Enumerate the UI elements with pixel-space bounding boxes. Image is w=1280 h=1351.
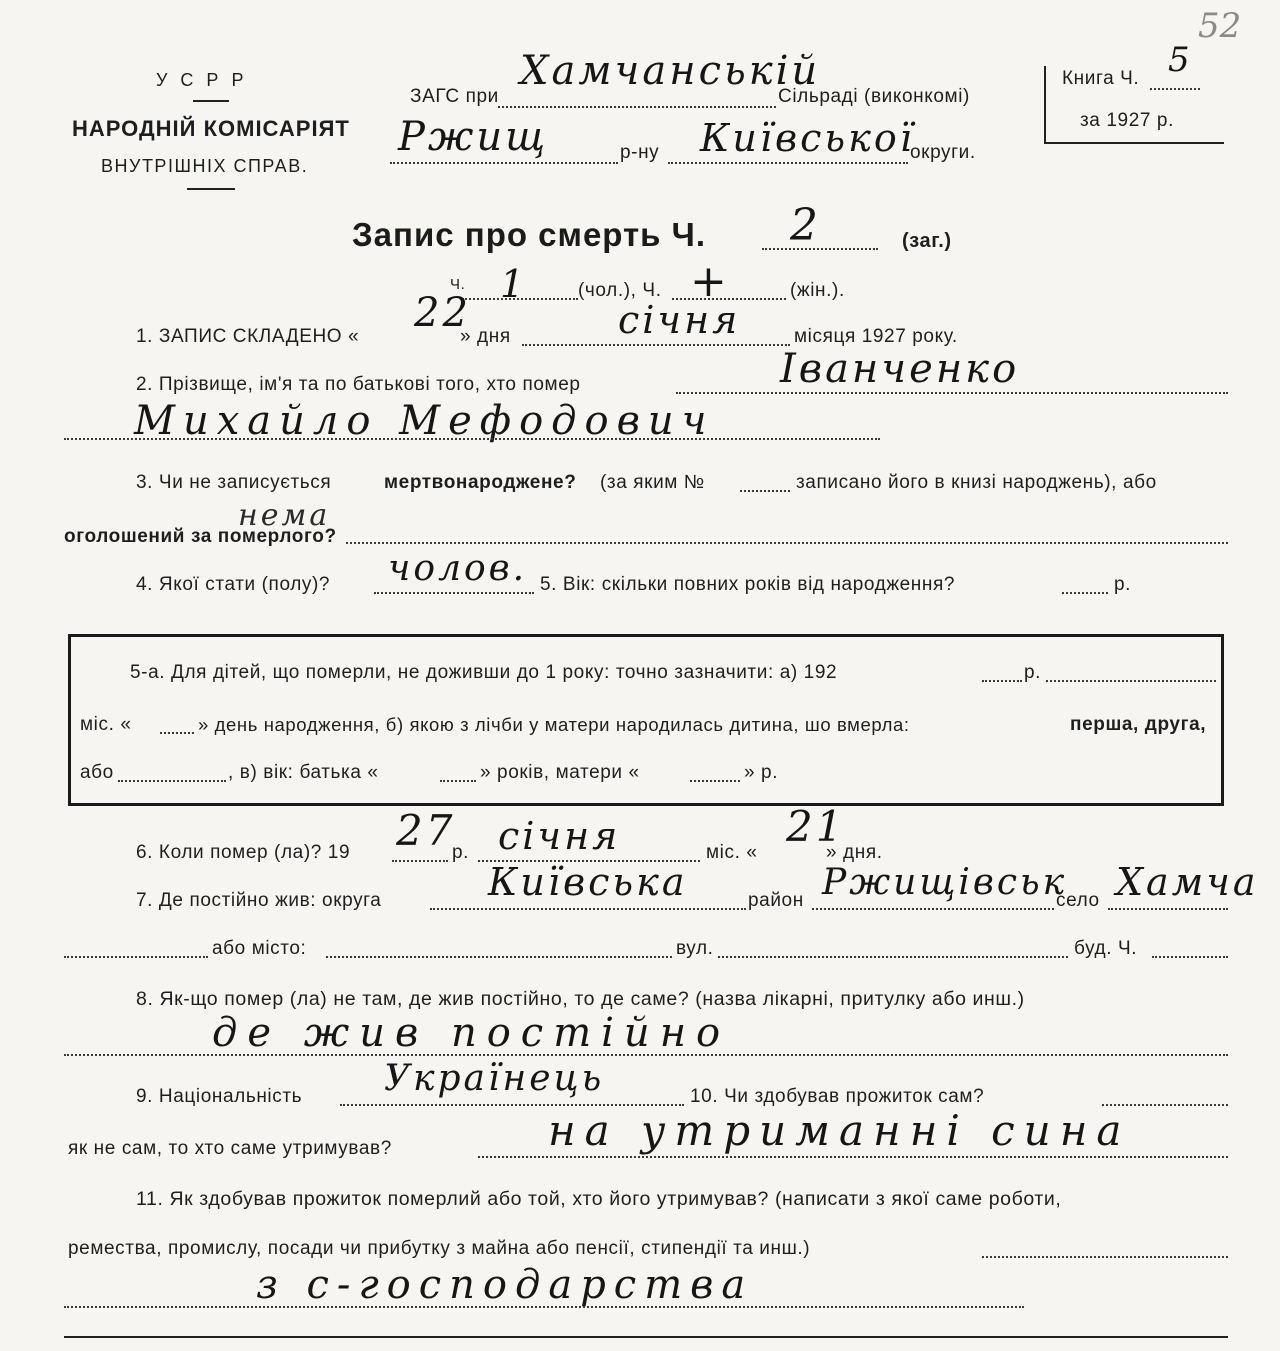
item2-name-line bbox=[64, 438, 880, 440]
republic-label: У С Р Р bbox=[156, 70, 248, 90]
item11-line1: 11. Як здобував прожиток померлий або той, хто його утримував? (написати з якої саме роботи, bbox=[136, 1188, 1062, 1210]
item5a-year-line bbox=[982, 680, 1022, 682]
item5a-line3-c: » років, матери « bbox=[480, 762, 640, 783]
item7-line2-c: буд. Ч. bbox=[1074, 938, 1138, 959]
item5a-line3-b: , в) вік: батька « bbox=[228, 762, 379, 783]
item6-label: 6. Коли помер (ла)? 19 bbox=[136, 842, 351, 863]
village-line bbox=[498, 106, 776, 108]
item5a-line2-a: міс. « bbox=[80, 714, 132, 735]
item5-line bbox=[1062, 592, 1108, 594]
item6-day-label: » дня. bbox=[826, 842, 883, 863]
record-number-line bbox=[762, 248, 878, 250]
item2-name-handwritten: Михайло Мефодович bbox=[134, 398, 715, 444]
item6-mis: міс. « bbox=[706, 842, 758, 863]
item4-label: 4. Якої стати (полу)? bbox=[136, 574, 331, 595]
item7-selo-label: село bbox=[1056, 890, 1100, 911]
item3-label: 3. Чи не записується bbox=[136, 472, 332, 493]
item6-day-handwritten: 21 bbox=[786, 802, 846, 851]
zags-label: ЗАГС при bbox=[410, 86, 499, 107]
year-label: за 1927 р. bbox=[1080, 110, 1174, 131]
item5a-line3-d: » р. bbox=[744, 762, 779, 783]
book-box-bottom-border bbox=[1044, 142, 1224, 144]
female-number-handwritten: + bbox=[690, 256, 730, 307]
item6-r: р. bbox=[452, 842, 470, 863]
book-box-left-border bbox=[1044, 66, 1046, 144]
item7-okruha-line bbox=[430, 908, 746, 910]
item1-label: 1. ЗАПИС СКЛАДЕНО « bbox=[136, 326, 360, 347]
record-number-handwritten: 2 bbox=[790, 200, 821, 251]
item5a-line1-tail bbox=[1046, 680, 1216, 682]
item7-selo-line bbox=[1108, 908, 1228, 910]
item10-label: 10. Чи здобував прожиток сам? bbox=[690, 1086, 985, 1107]
item7-okruha-handwritten: Київська bbox=[488, 860, 688, 904]
item4-line bbox=[374, 592, 534, 594]
item7-line2-a: або місто: bbox=[212, 938, 307, 959]
item8-line bbox=[64, 1054, 1228, 1056]
item8-handwritten: де жив постійно bbox=[212, 1010, 731, 1056]
female-label: (жін.). bbox=[790, 280, 845, 301]
item5a-line2-b: » день народження, б) якою з лічби у матери народилась дитина, шо вмерла: bbox=[198, 714, 910, 735]
item5a-line1: 5-а. Для дітей, що померли, не доживши до 1 року: точно зазначити: а) 192 bbox=[130, 662, 838, 683]
item5a-month-line bbox=[160, 732, 194, 734]
male-label: (чол.), Ч. bbox=[578, 280, 662, 301]
header-dash-1 bbox=[193, 100, 229, 102]
item7-city-line bbox=[326, 956, 672, 958]
item5-unit: р. bbox=[1114, 574, 1132, 595]
commissariat-label: НАРОДНІЙ КОМІСАРІЯТ bbox=[72, 116, 350, 141]
male-number-handwritten: 1 bbox=[500, 262, 528, 306]
item3-bold: мертвонароджене? bbox=[384, 472, 577, 493]
record-title-suffix: (заг.) bbox=[902, 230, 952, 252]
item5a-mother-line bbox=[690, 780, 740, 782]
item7-raion-label: район bbox=[748, 890, 804, 911]
item3-rest: (за яким № bbox=[600, 472, 705, 493]
item10-line bbox=[478, 1156, 1228, 1158]
item11-line2-tail bbox=[982, 1256, 1228, 1258]
item3-line2-bold: оголошений за померлого? bbox=[64, 526, 337, 547]
book-label: Книга Ч. bbox=[1062, 68, 1140, 89]
subtitle-ch: Ч. bbox=[450, 276, 466, 293]
item2-surname-handwritten: Іванченко bbox=[780, 346, 1020, 392]
item3-number-line bbox=[740, 490, 790, 492]
item11-handwritten: з с-господарства bbox=[256, 1262, 754, 1308]
item1-day-handwritten: 22 bbox=[414, 290, 471, 336]
item3-rest2: записано його в книзі народжень), або bbox=[796, 472, 1157, 493]
book-number-handwritten: 5 bbox=[1168, 40, 1193, 80]
item5a-line1-end: р. bbox=[1024, 662, 1042, 683]
item5a-other-line bbox=[118, 780, 226, 782]
item7-raion-line bbox=[812, 908, 1054, 910]
item4-handwritten: чолов. bbox=[388, 548, 528, 589]
item3-line2-line bbox=[346, 542, 1228, 544]
item2-label: 2. Прізвище, ім'я та по батькові того, хто помер bbox=[136, 374, 581, 395]
raion-line bbox=[390, 162, 618, 164]
item5a-line2-bold: перша, друга, bbox=[1070, 714, 1207, 735]
item7-street-line bbox=[718, 956, 1068, 958]
item5a-father-line bbox=[440, 780, 476, 782]
item7-selo-handwritten: Хамча bbox=[1116, 860, 1259, 904]
item9-label: 9. Національність bbox=[136, 1086, 303, 1107]
item7-line2-b: вул. bbox=[676, 938, 714, 959]
item1-month-line bbox=[522, 344, 790, 346]
item1-month-handwritten: січня bbox=[618, 298, 741, 342]
raion-label: р-ну bbox=[620, 142, 660, 163]
okruha-handwritten: Київської bbox=[700, 116, 915, 160]
item5-label: 5. Вік: скільки повних років від народження? bbox=[540, 574, 956, 595]
item9-handwritten: Українець bbox=[384, 1058, 605, 1099]
item1-day-label: » дня bbox=[460, 326, 511, 347]
header-dash-2 bbox=[187, 188, 235, 190]
item7-raion-handwritten: Ржищівськ bbox=[822, 862, 1068, 903]
item7-label: 7. Де постійно жив: округа bbox=[136, 890, 382, 911]
item11-line4 bbox=[64, 1336, 1228, 1338]
item1-month-label: місяця 1927 року. bbox=[794, 326, 958, 347]
item5a-line3-a: або bbox=[80, 762, 114, 783]
okruha-label: округи. bbox=[910, 142, 976, 163]
raion-handwritten: Ржищ bbox=[398, 114, 549, 160]
record-title: Запис про смерть Ч. bbox=[352, 216, 706, 253]
corner-page-number: 52 bbox=[1198, 6, 1242, 46]
affairs-label: ВНУТРІШНІХ СПРАВ. bbox=[101, 156, 309, 176]
item8-label: 8. Як-що помер (ла) не там, де жив постійно, то де саме? (назва лікарні, притулку або инш.) bbox=[136, 988, 1025, 1010]
item6-year-handwritten: 27 bbox=[396, 806, 456, 855]
item7-line2-lead bbox=[64, 956, 208, 958]
item11-line3 bbox=[64, 1306, 1024, 1308]
book-number-line bbox=[1150, 88, 1200, 90]
item2-surname-line bbox=[676, 392, 1228, 394]
male-number-line bbox=[462, 298, 578, 300]
item10-handwritten: на утриманні сина bbox=[548, 1106, 1131, 1155]
item3-line2-handwritten: нема bbox=[238, 498, 331, 533]
village-handwritten: Хамчанській bbox=[520, 48, 821, 94]
item6-month-handwritten: січня bbox=[498, 814, 621, 858]
okruha-line bbox=[668, 162, 908, 164]
item6-year-line bbox=[392, 860, 448, 862]
council-label: Сільраді (виконкомі) bbox=[778, 86, 970, 107]
item11-line2: ремества, промислу, посади чи прибутку з майна або пенсії, стипендії та инш.) bbox=[68, 1238, 811, 1259]
item10-line2: як не сам, то хто саме утримував? bbox=[68, 1138, 392, 1159]
item7-house-line bbox=[1152, 956, 1228, 958]
